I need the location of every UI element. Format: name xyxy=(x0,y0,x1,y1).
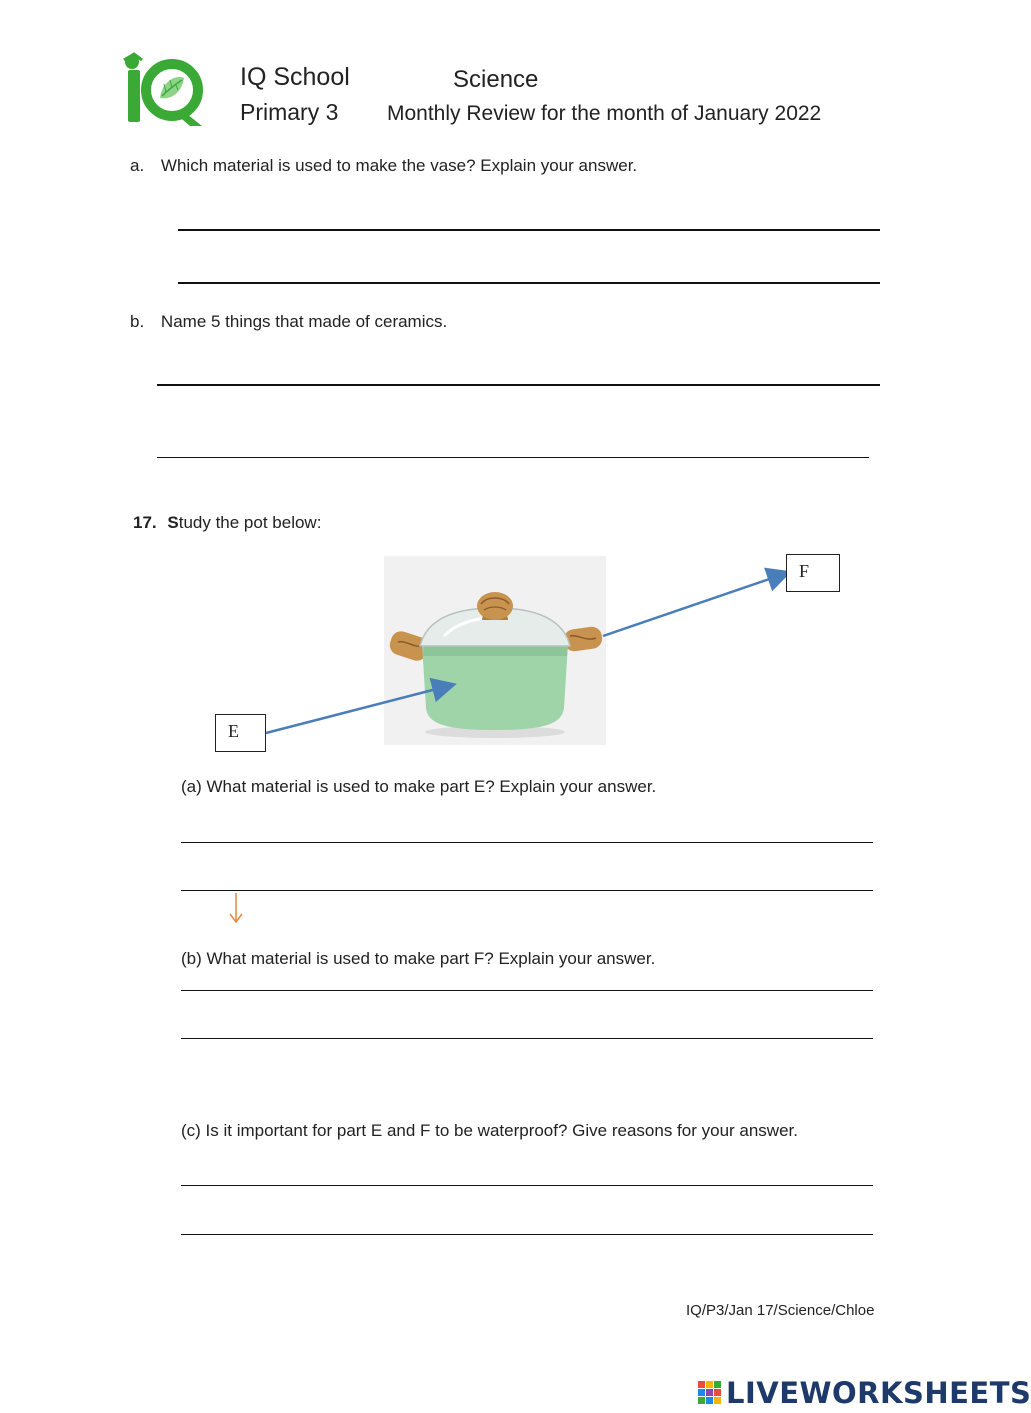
school-name: IQ School xyxy=(240,63,350,91)
answer-line[interactable] xyxy=(181,1185,873,1186)
label-e[interactable]: E xyxy=(215,714,266,752)
arrow-from-e xyxy=(266,685,452,733)
document-code: IQ/P3/Jan 17/Science/Chloe xyxy=(686,1302,875,1319)
answer-line[interactable] xyxy=(181,1234,873,1235)
question-b-text: Name 5 things that made of ceramics. xyxy=(160,312,448,331)
question-17-text: tudy the pot below: xyxy=(178,513,322,532)
question-17-number: 17. xyxy=(133,513,157,532)
question-a-text: Which material is used to make the vase? Explain your answer. xyxy=(160,156,638,175)
arrow-to-f xyxy=(603,573,787,636)
answer-line[interactable] xyxy=(181,890,873,891)
answer-line[interactable] xyxy=(181,990,873,991)
liveworksheets-logo[interactable] xyxy=(698,1376,1031,1410)
answer-line[interactable] xyxy=(181,842,873,843)
review-title: Monthly Review for the month of January 2022 xyxy=(387,102,822,125)
liveworksheets-icon xyxy=(698,1381,722,1405)
answer-line[interactable] xyxy=(181,1038,873,1039)
subject-title: Science xyxy=(453,66,539,93)
liveworksheets-text: LIVEWORKSHEETS xyxy=(726,1376,1031,1410)
question-17c: (c) Is it important for part E and F to be waterproof? Give reasons for your answer. xyxy=(181,1121,798,1140)
question-a-marker: a. xyxy=(130,156,145,175)
question-17b: (b) What material is used to make part F? Explain your answer. xyxy=(181,949,656,968)
question-b-marker: b. xyxy=(130,312,145,331)
label-f[interactable]: F xyxy=(786,554,840,592)
grade-level: Primary 3 xyxy=(240,99,339,125)
question-17-bold-letter: S xyxy=(167,513,179,532)
question-17a: (a) What material is used to make part E? Explain your answer. xyxy=(181,777,657,796)
